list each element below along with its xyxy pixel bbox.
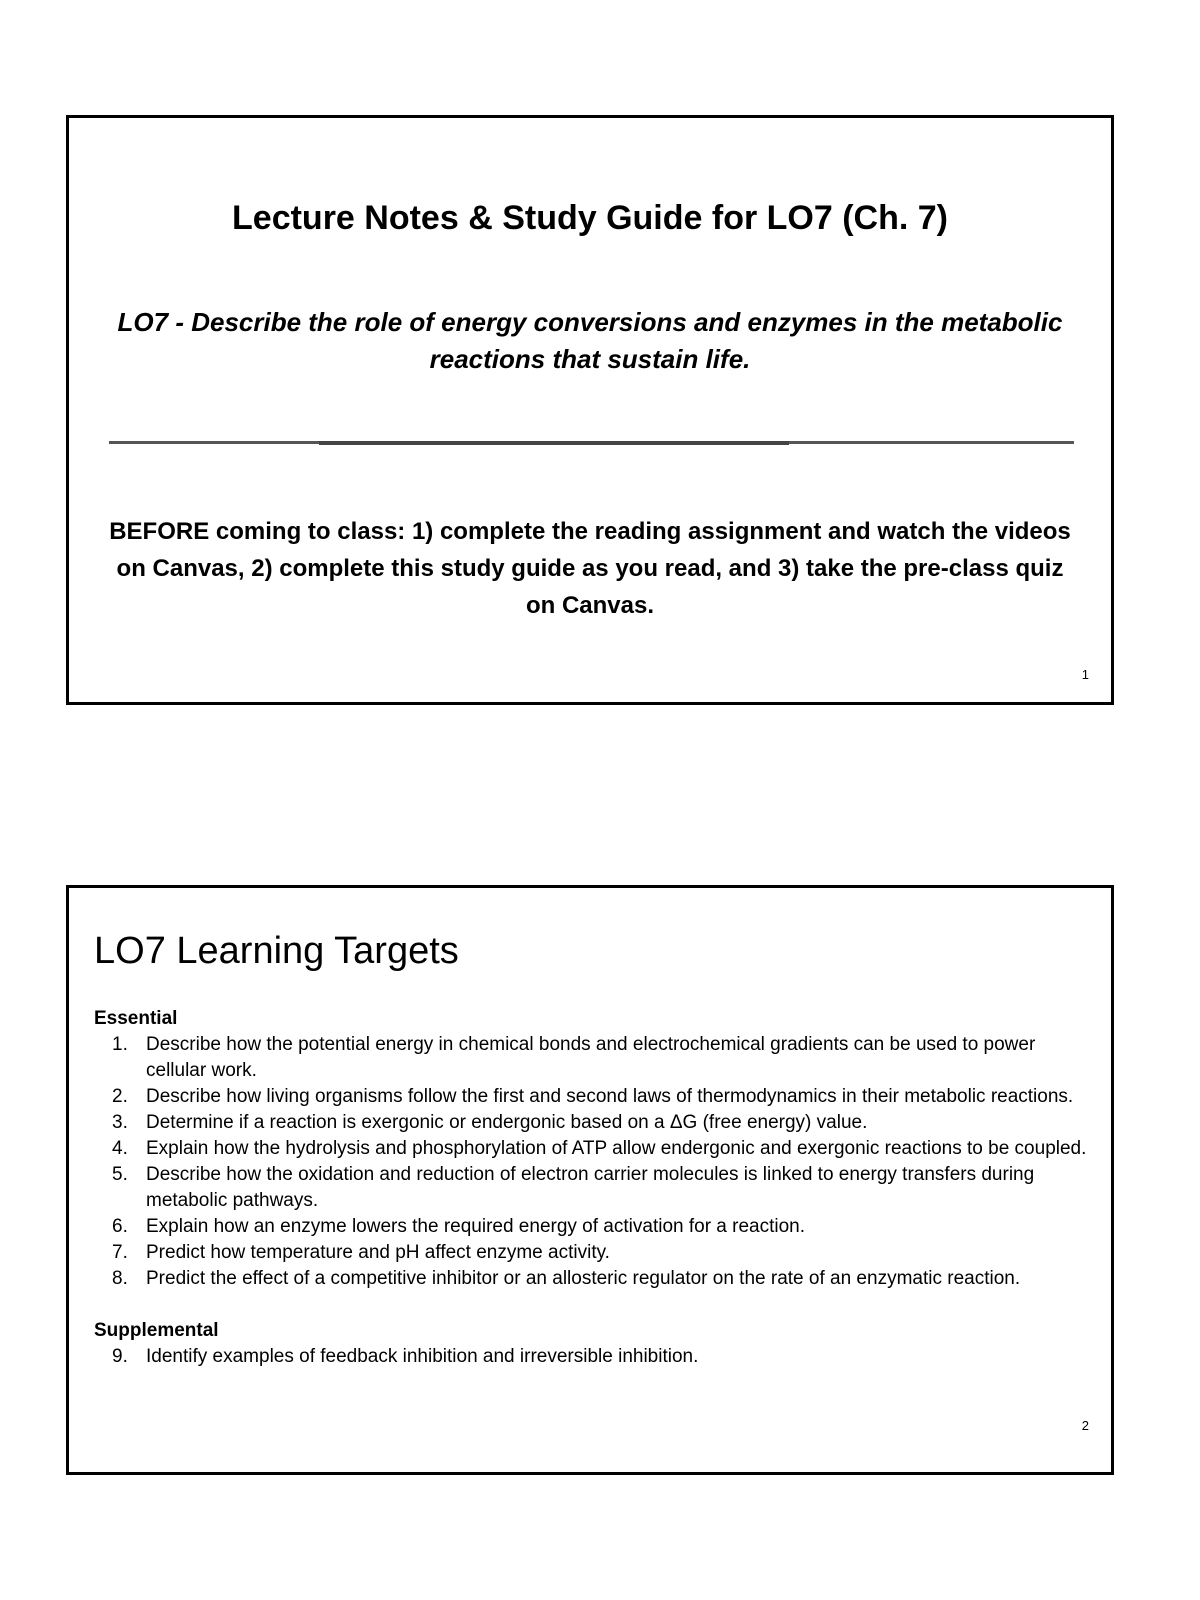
- list-item: [94, 1084, 1094, 1110]
- slide-2-heading: LO7 Learning Targets: [94, 930, 459, 972]
- supplemental-list: [94, 1344, 1094, 1370]
- item-number: 4.: [112, 1138, 128, 1159]
- slide-2: [66, 885, 1114, 1475]
- list-item: [94, 1136, 1094, 1162]
- list-item: [94, 1214, 1094, 1240]
- list-item: [94, 1266, 1094, 1292]
- page-number: 2: [1081, 1418, 1089, 1433]
- item-text: Identify examples of feedback inhibition and irreversible inhibition.: [146, 1346, 699, 1367]
- list-item: [94, 1240, 1094, 1266]
- item-number: 5.: [112, 1164, 128, 1185]
- before-text: coming to class: 1) complete the reading assignment and watch the videos on Canvas, 2) complete this study guide as you read, and 3) take the pre-class quiz on Canvas.: [116, 518, 1071, 619]
- item-number: 8.: [112, 1268, 128, 1289]
- item-number: 6.: [112, 1216, 128, 1237]
- list-item: [94, 1344, 1094, 1370]
- supplemental-label: Supplemental: [94, 1320, 219, 1341]
- item-number: 1.: [112, 1034, 128, 1055]
- list-item: [94, 1110, 1094, 1136]
- item-text: Explain how the hydrolysis and phosphorylation of ATP allow endergonic and exergonic reactions to be coupled.: [146, 1138, 1087, 1159]
- essential-list: [94, 1032, 1094, 1292]
- item-text: Predict the effect of a competitive inhibitor or an allosteric regulator on the rate of an enzymatic reaction.: [146, 1268, 1021, 1289]
- item-number: 7.: [112, 1242, 128, 1263]
- item-text: Determine if a reaction is exergonic or endergonic based on a ΔG (free energy) value.: [146, 1112, 868, 1133]
- list-item: [94, 1032, 1094, 1084]
- divider-accent: [319, 441, 789, 445]
- essential-label: Essential: [94, 1008, 178, 1029]
- item-text: Describe how living organisms follow the first and second laws of thermodynamics in their metabolic reactions.: [146, 1086, 1074, 1107]
- learning-objective: LO7 - Describe the role of energy conversions and enzymes in the metabolic reactions that sustain life.: [117, 307, 1063, 374]
- before-class-instructions: [99, 513, 1081, 624]
- item-text: Predict how temperature and pH affect enzyme activity.: [146, 1242, 610, 1263]
- item-text: Describe how the potential energy in chemical bonds and electrochemical gradients can be used to power cellular work.: [146, 1034, 1036, 1081]
- list-item: [94, 1162, 1094, 1214]
- item-text: Explain how an enzyme lowers the required energy of activation for a reaction.: [146, 1216, 806, 1237]
- item-text: Describe how the oxidation and reduction of electron carrier molecules is linked to energy transfers during metabolic pathways.: [146, 1164, 1035, 1211]
- item-number: 2.: [112, 1086, 128, 1107]
- item-number: 9.: [112, 1346, 128, 1367]
- learning-targets: [94, 1006, 1094, 1370]
- slide-1: [66, 115, 1114, 705]
- slide-1-title: Lecture Notes & Study Guide for LO7 (Ch. 7): [232, 199, 948, 237]
- page-number: 1: [1081, 667, 1089, 682]
- item-number: 3.: [112, 1112, 128, 1133]
- before-label: BEFORE: [109, 518, 210, 545]
